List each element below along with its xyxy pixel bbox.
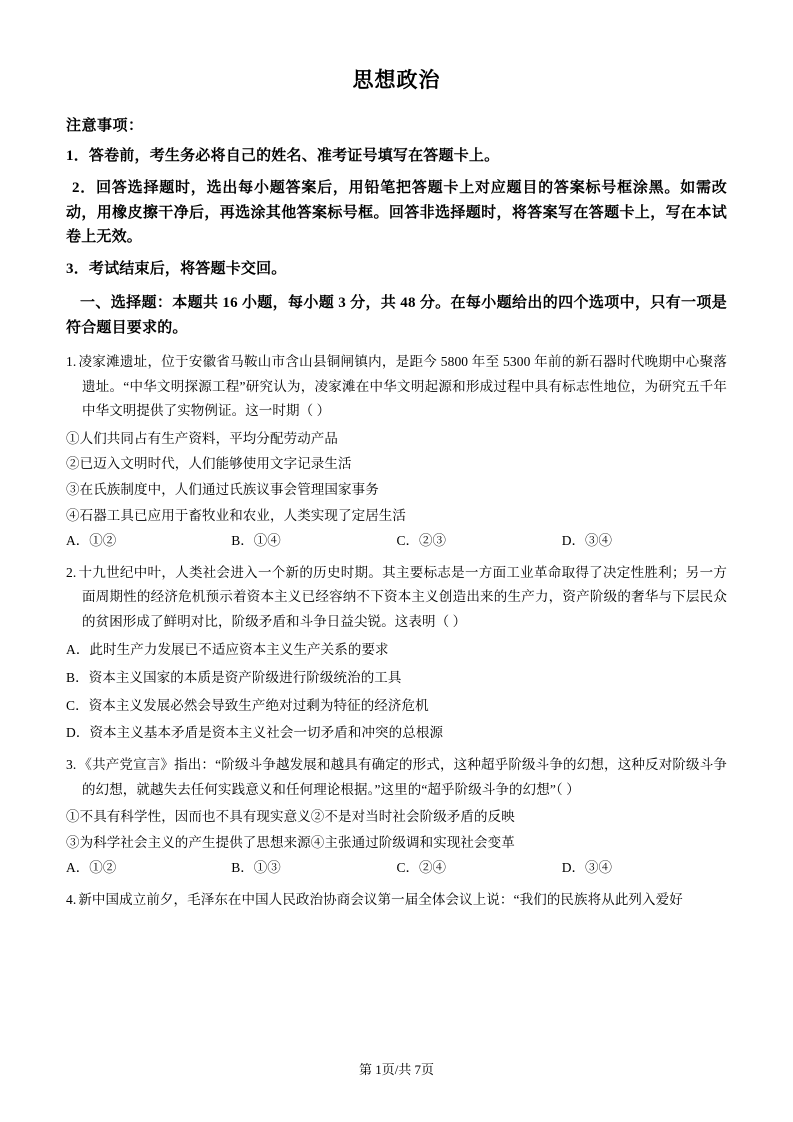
question-4: [66, 888, 727, 913]
question-3: [66, 753, 727, 882]
question-1-statement-1: ①人们共同占有生产资料，平均分配劳动产品: [66, 430, 338, 446]
question-1-choice-b[interactable]: B．①④: [231, 533, 281, 549]
question-4-stem: [66, 888, 727, 913]
question-1-choices: [66, 528, 727, 554]
question-1-text: 凌家滩遗址，位于安徽省马鞍山市含山县铜闸镇内，是距今 5800 年至 5300 年前的新石器时代晚期中心聚落遗址。“中华文明探源工程”研究认为，凌家滩在中华文明起源和形成过程中具有标志性地位，为研究五千年中华文明提供了实物例证。这一时期（ ）: [78, 354, 727, 419]
page-footer: 第 1页/共 7页: [358, 1062, 435, 1077]
notice-item-2: 2．回答选择题时，选出每小题答案后，用铅笔把答题卡上对应题目的答案标号框涂黑。如需改动，用橡皮擦干净后，再选涂其他答案标号框。回答非选择题时，将答案写在答题卡上，写在本试卷上无效。: [66, 180, 727, 245]
question-1-statement-4: ④石器工具已应用于畜牧业和农业，人类实现了定居生活: [66, 507, 406, 523]
question-3-statement-2: ③为科学社会主义的产生提供了思想来源④主张通过阶级调和实现社会变革: [66, 834, 515, 850]
notice-heading: 注意事项：: [66, 118, 144, 134]
question-4-text: 新中国成立前夕，毛泽东在中国人民政治协商会议第一届全体会议上说：“我们的民族将从此列入爱好: [78, 891, 683, 907]
page-title: 思想政治: [352, 68, 441, 92]
section-heading: 一、选择题：本题共 16 小题，每小题 3 分，共 48 分。在每小题给出的四个选项中，只有一项是符合题目要求的。: [66, 295, 727, 336]
question-1-choice-a[interactable]: A．①②: [66, 533, 117, 549]
question-1-number: 1.: [66, 354, 77, 370]
notice-item-1: 1．答卷前，考生务必将自己的姓名、准考证号填写在答题卡上。: [66, 148, 500, 164]
question-2: [66, 561, 727, 747]
question-3-choice-a[interactable]: A．①②: [66, 860, 117, 876]
question-2-text: 十九世纪中叶，人类社会进入一个新的历史时期。其主要标志是一方面工业革命取得了决定性胜利；另一方面周期性的经济危机预示着资本主义已经容纳不下资本主义创造出来的生产力，资产阶级的奢华与下层民众的贫困形成了鲜明对比，阶级矛盾和斗争日益尖锐。这表明（ ）: [78, 564, 727, 629]
question-3-statement-1: ①不具有科学性，因而也不具有现实意义②不是对当时社会阶级矛盾的反映: [66, 809, 515, 825]
question-1-statement-2: ②已迈入文明时代，人们能够使用文字记录生活: [66, 456, 352, 472]
question-1: [66, 350, 727, 555]
question-1-choice-d[interactable]: D．③④: [561, 533, 612, 549]
question-2-stem: [66, 561, 727, 635]
question-2-choice-a[interactable]: A．此时生产力发展已不适应资本主义生产关系的要求: [66, 642, 389, 658]
question-2-number: 2.: [66, 564, 77, 580]
question-1-choice-c[interactable]: C．②③: [396, 533, 447, 549]
question-3-choice-d[interactable]: D．③④: [561, 860, 612, 876]
question-2-choice-b[interactable]: B．资本主义国家的本质是资产阶级进行阶级统治的工具: [66, 670, 402, 685]
question-3-stem: [66, 753, 727, 802]
question-3-number: 3.: [66, 757, 77, 773]
question-4-number: 4.: [66, 891, 77, 907]
question-1-stem: [66, 350, 727, 424]
notice-item-3: 3．考试结束后，将答题卡交回。: [66, 261, 287, 278]
question-3-choice-b[interactable]: B．①③: [231, 860, 281, 876]
question-3-choice-c[interactable]: C．②④: [396, 860, 447, 876]
question-3-choices: [66, 855, 727, 881]
question-3-text: 《共产党宣言》指出：“阶级斗争越发展和越具有确定的形式，这种超乎阶级斗争的幻想，这种反对阶级斗争的幻想，就越失去任何实践意义和任何理论根据。”这里的“超乎阶级斗争的幻想”（ ）: [78, 757, 727, 797]
question-2-choice-c[interactable]: C．资本主义发展必然会导致生产绝对过剩为特征的经济危机: [66, 697, 429, 713]
question-2-choice-d[interactable]: D．资本主义基本矛盾是资本主义社会一切矛盾和冲突的总根源: [66, 725, 444, 741]
question-1-statement-3: ③在氏族制度中，人们通过氏族议事会管理国家事务: [66, 482, 379, 498]
question-2-choices: [66, 636, 727, 747]
